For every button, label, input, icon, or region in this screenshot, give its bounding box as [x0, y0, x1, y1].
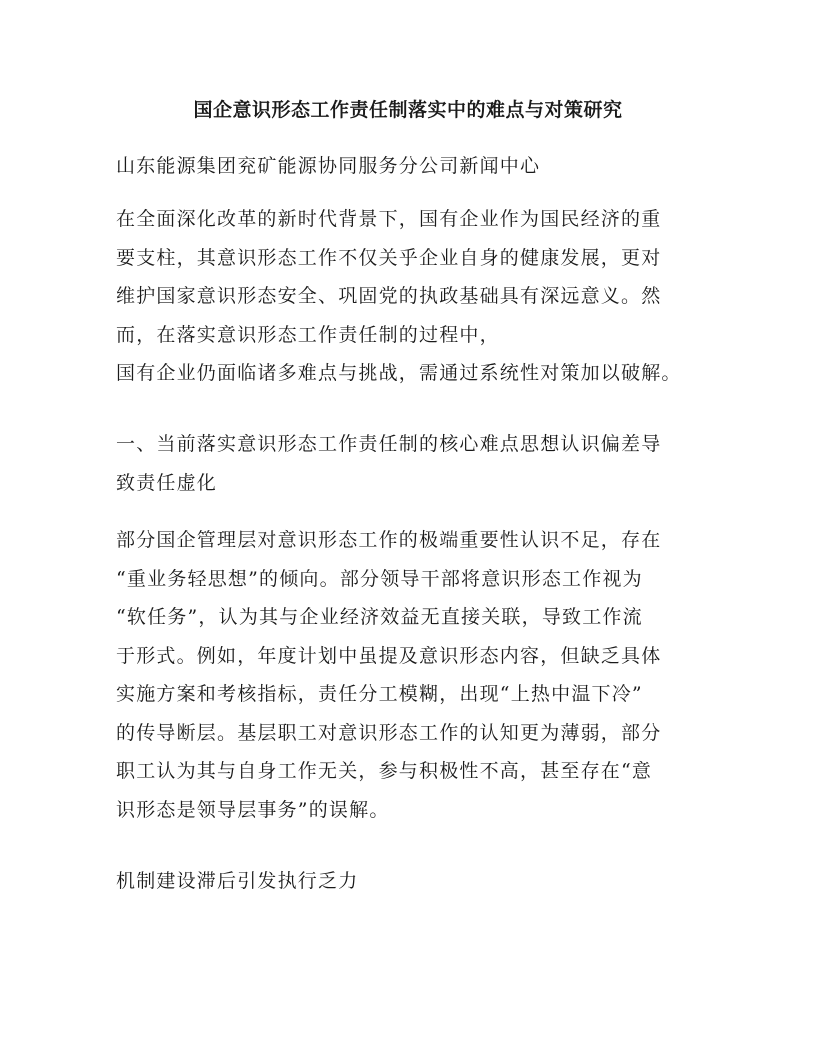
paragraph-line: 的传导断层。基层职工对意识形态工作的认知更为薄弱，部分: [116, 721, 662, 744]
paragraph-line: 部分国企管理层对意识形态工作的极端重要性认识不足，存在: [116, 529, 662, 551]
body-paragraph-1: [116, 521, 716, 829]
paragraph-line: 于形式。例如，年度计划中虽提及意识形态内容，但缺乏具体: [116, 644, 662, 667]
paragraph-line: 国有企业仍面临诸多难点与挑战，需通过系统性对策加以破解。: [116, 362, 682, 384]
heading-line: 致责任虚化: [116, 471, 218, 494]
paragraph-line: “重业务轻思想”的倾向。部分领导干部将意识形态工作视为: [116, 567, 643, 590]
heading-line: 一、当前落实意识形态工作责任制的核心难点思想认识偏差导: [116, 433, 662, 455]
paragraph-line: “软任务”，认为其与企业经济效益无直接关联，导致工作流: [116, 606, 643, 628]
document-title: 国企意识形态工作责任制落实中的难点与对策研究: [193, 99, 623, 121]
paragraph-line: 实施方案和考核指标，责任分工模糊，出现“上热中温下冷”: [116, 683, 643, 705]
document-author: 山东能源集团兖矿能源协同服务分公司新闻中心: [116, 155, 541, 177]
paragraph-line: 维护国家意识形态安全、巩固党的执政基础具有深远意义。然: [116, 285, 662, 307]
section-heading-2: [116, 862, 716, 901]
heading-line: 机制建设滞后引发执行乏力: [116, 870, 359, 892]
paragraph-line: 而，在落实意识形态工作责任制的过程中，: [116, 323, 500, 346]
section-heading-1: [116, 425, 716, 502]
paragraph-line: 要支柱，其意识形态工作不仅关乎企业自身的健康发展，更对: [116, 246, 662, 269]
paragraph-line: 职工认为其与自身工作无关，参与积极性不高，甚至存在“意: [116, 760, 653, 782]
intro-paragraph: [116, 200, 716, 393]
paragraph-line: 识形态是领导层事务”的误解。: [116, 798, 390, 821]
paragraph-line: 在全面深化改革的新时代背景下，国有企业作为国民经济的重: [116, 208, 662, 230]
